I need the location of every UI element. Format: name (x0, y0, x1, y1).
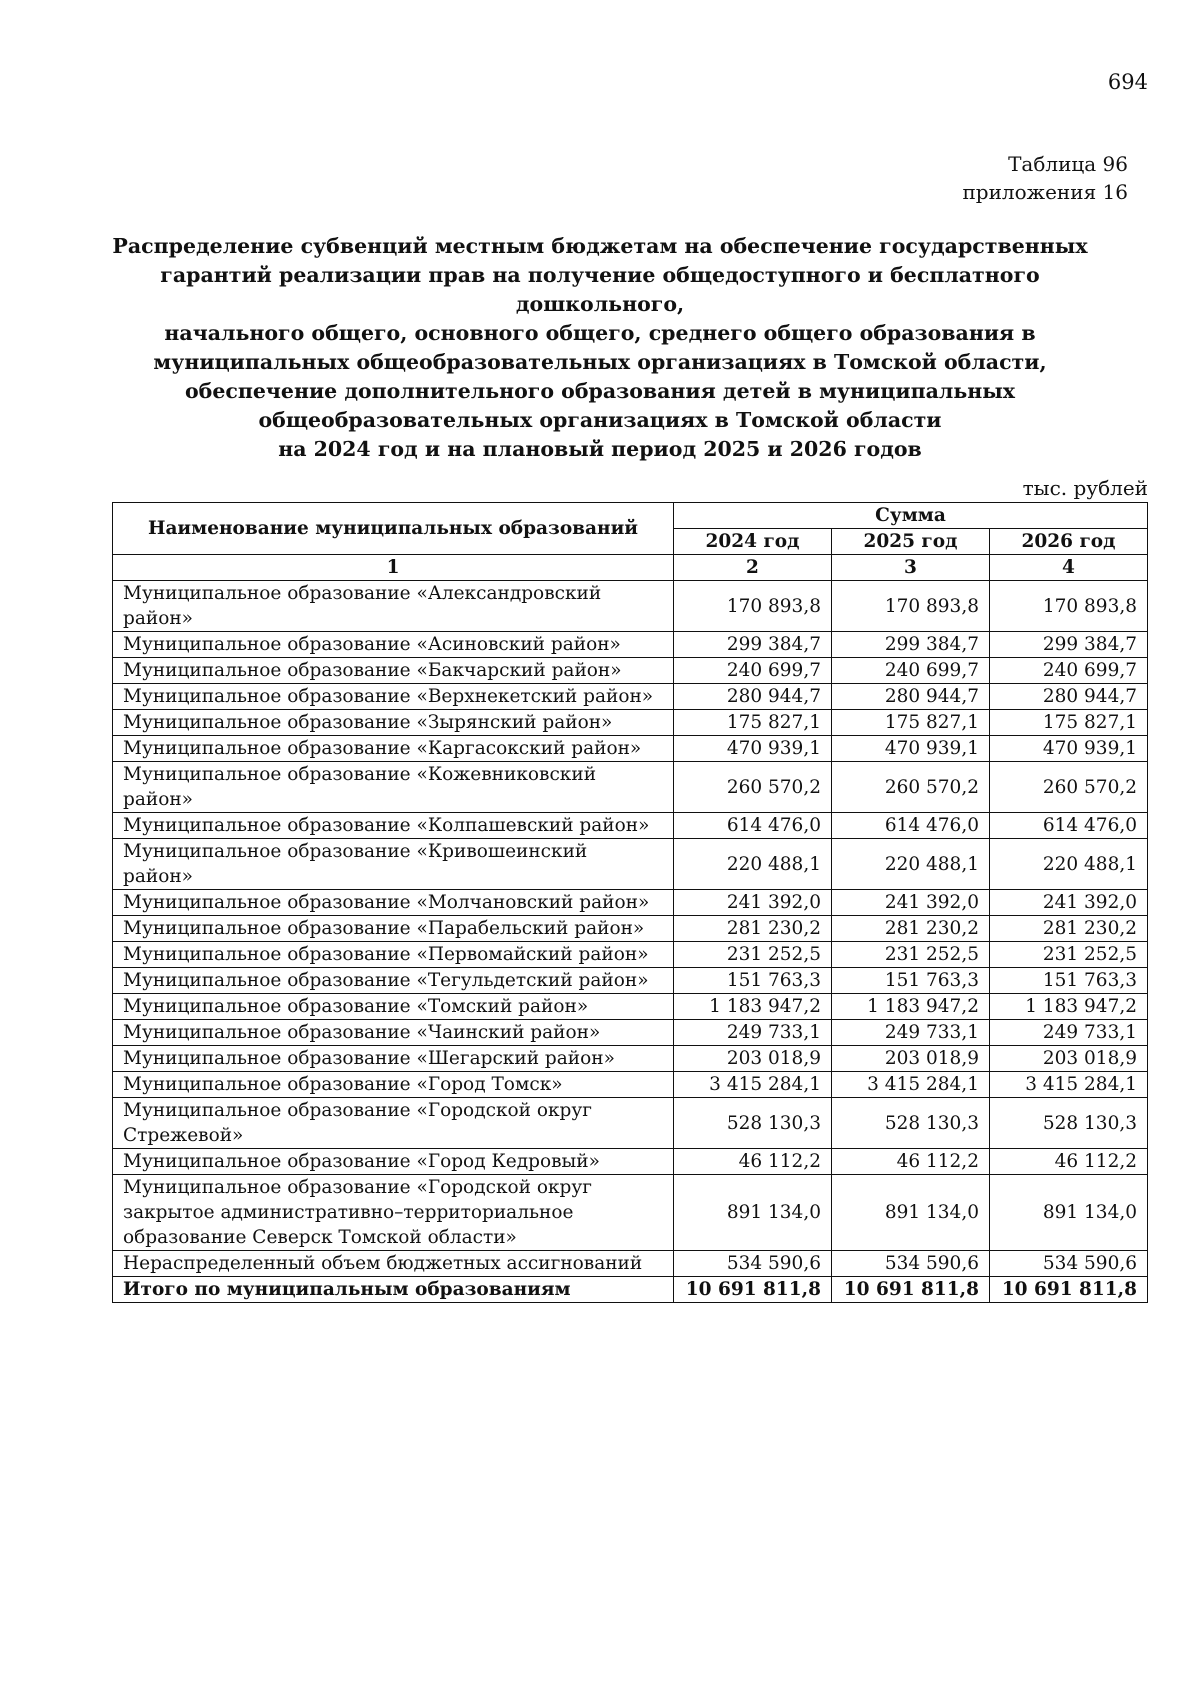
value-2025: 614 476,0 (831, 813, 989, 839)
municipality-name: Муниципальное образование «Зырянский район» (113, 710, 674, 736)
municipality-name: Муниципальное образование «Кожевниковский район» (113, 762, 674, 813)
value-2024: 240 699,7 (674, 658, 832, 684)
allocation-table (112, 502, 1148, 1303)
table-row (113, 658, 1148, 684)
value-2026: 1 183 947,2 (989, 994, 1147, 1020)
municipality-name: Муниципальное образование «Кривошеинский район» (113, 839, 674, 890)
value-2025: 891 134,0 (831, 1175, 989, 1251)
value-2025: 3 415 284,1 (831, 1072, 989, 1098)
value-2024: 241 392,0 (674, 890, 832, 916)
value-2025: 241 392,0 (831, 890, 989, 916)
value-2025: 470 939,1 (831, 736, 989, 762)
title-line: гарантий реализации прав на получение общедоступного и бесплатного дошкольного, (160, 263, 1040, 316)
header-year-2026: 2026 год (989, 529, 1147, 555)
value-2025: 528 130,3 (831, 1098, 989, 1149)
municipality-name: Нераспределенный объем бюджетных ассигнований (113, 1251, 674, 1277)
value-2025: 240 699,7 (831, 658, 989, 684)
value-2026: 528 130,3 (989, 1098, 1147, 1149)
value-2025: 175 827,1 (831, 710, 989, 736)
column-number: 3 (831, 555, 989, 581)
table-row (113, 762, 1148, 813)
value-2024: 281 230,2 (674, 916, 832, 942)
value-2024: 528 130,3 (674, 1098, 832, 1149)
municipality-name: Муниципальное образование «Городской округ Стрежевой» (113, 1098, 674, 1149)
column-number: 4 (989, 555, 1147, 581)
value-2026: 470 939,1 (989, 736, 1147, 762)
table-reference-line1: Таблица 96 (1008, 152, 1128, 176)
municipality-name: Муниципальное образование «Томский район» (113, 994, 674, 1020)
value-2025: 203 018,9 (831, 1046, 989, 1072)
value-2025: 231 252,5 (831, 942, 989, 968)
value-2026: 260 570,2 (989, 762, 1147, 813)
title-line: общеобразовательных организациях в Томской области (258, 408, 942, 432)
table-row (113, 1251, 1148, 1277)
value-2025: 151 763,3 (831, 968, 989, 994)
table-row (113, 839, 1148, 890)
value-2026: 614 476,0 (989, 813, 1147, 839)
title-line: на 2024 год и на плановый период 2025 и 2026 годов (278, 437, 922, 461)
municipality-name: Муниципальное образование «Каргасокский район» (113, 736, 674, 762)
table-row (113, 1175, 1148, 1251)
table-row (113, 684, 1148, 710)
column-number: 2 (674, 555, 832, 581)
table-row (113, 813, 1148, 839)
value-2026: 231 252,5 (989, 942, 1147, 968)
table-row (113, 1072, 1148, 1098)
municipality-name: Муниципальное образование «Молчановский район» (113, 890, 674, 916)
value-2025: 281 230,2 (831, 916, 989, 942)
table-row (113, 710, 1148, 736)
value-2026: 220 488,1 (989, 839, 1147, 890)
table-row (113, 890, 1148, 916)
value-2026: 240 699,7 (989, 658, 1147, 684)
municipality-name: Муниципальное образование «Первомайский район» (113, 942, 674, 968)
header-name: Наименование муниципальных образований (113, 503, 674, 555)
table-row (113, 942, 1148, 968)
value-2024: 220 488,1 (674, 839, 832, 890)
value-2024: 280 944,7 (674, 684, 832, 710)
page-number: 694 (1107, 70, 1148, 94)
table-row (113, 968, 1148, 994)
table-row (113, 1046, 1148, 1072)
column-number: 1 (113, 555, 674, 581)
total-row (113, 1277, 1148, 1303)
value-2026: 891 134,0 (989, 1175, 1147, 1251)
total-2025: 10 691 811,8 (831, 1277, 989, 1303)
header-year-2024: 2024 год (674, 529, 832, 555)
value-2024: 175 827,1 (674, 710, 832, 736)
value-2026: 46 112,2 (989, 1149, 1147, 1175)
value-2026: 534 590,6 (989, 1251, 1147, 1277)
table-row (113, 916, 1148, 942)
value-2026: 203 018,9 (989, 1046, 1147, 1072)
value-2024: 3 415 284,1 (674, 1072, 832, 1098)
value-2024: 203 018,9 (674, 1046, 832, 1072)
value-2026: 241 392,0 (989, 890, 1147, 916)
value-2024: 151 763,3 (674, 968, 832, 994)
value-2024: 231 252,5 (674, 942, 832, 968)
value-2024: 891 134,0 (674, 1175, 832, 1251)
header-sum: Сумма (674, 503, 1148, 529)
title-line: начального общего, основного общего, среднего общего образования в (164, 321, 1036, 345)
value-2026: 170 893,8 (989, 581, 1147, 632)
value-2026: 175 827,1 (989, 710, 1147, 736)
title-line: обеспечение дополнительного образования детей в муниципальных (184, 379, 1016, 403)
value-2026: 3 415 284,1 (989, 1072, 1147, 1098)
value-2026: 281 230,2 (989, 916, 1147, 942)
table-row (113, 1020, 1148, 1046)
municipality-name: Муниципальное образование «Верхнекетский район» (113, 684, 674, 710)
value-2026: 249 733,1 (989, 1020, 1147, 1046)
municipality-name: Муниципальное образование «Городской округ закрытое административно–территориальное образование Северск Томской области» (113, 1175, 674, 1251)
municipality-name: Муниципальное образование «Шегарский район» (113, 1046, 674, 1072)
municipality-name: Муниципальное образование «Бакчарский район» (113, 658, 674, 684)
unit-label: тыс. рублей (1022, 476, 1148, 500)
table-row (113, 632, 1148, 658)
title-line: Распределение субвенций местным бюджетам на обеспечение государственных (112, 234, 1088, 258)
table-row (113, 1098, 1148, 1149)
municipality-name: Муниципальное образование «Колпашевский район» (113, 813, 674, 839)
value-2025: 534 590,6 (831, 1251, 989, 1277)
value-2024: 260 570,2 (674, 762, 832, 813)
value-2026: 299 384,7 (989, 632, 1147, 658)
table-reference (962, 150, 1128, 206)
value-2025: 260 570,2 (831, 762, 989, 813)
total-2024: 10 691 811,8 (674, 1277, 832, 1303)
value-2025: 170 893,8 (831, 581, 989, 632)
header-year-2025: 2025 год (831, 529, 989, 555)
total-2026: 10 691 811,8 (989, 1277, 1147, 1303)
table-row (113, 581, 1148, 632)
municipality-name: Муниципальное образование «Чаинский район» (113, 1020, 674, 1046)
municipality-name: Муниципальное образование «Асиновский район» (113, 632, 674, 658)
table-row (113, 994, 1148, 1020)
table-row (113, 736, 1148, 762)
title-line: муниципальных общеобразовательных организациях в Томской области, (153, 350, 1047, 374)
value-2024: 534 590,6 (674, 1251, 832, 1277)
value-2024: 299 384,7 (674, 632, 832, 658)
value-2024: 470 939,1 (674, 736, 832, 762)
total-label: Итого по муниципальным образованиям (113, 1277, 674, 1303)
municipality-name: Муниципальное образование «Город Томск» (113, 1072, 674, 1098)
value-2024: 1 183 947,2 (674, 994, 832, 1020)
municipality-name: Муниципальное образование «Тегульдетский район» (113, 968, 674, 994)
value-2025: 280 944,7 (831, 684, 989, 710)
municipality-name: Муниципальное образование «Город Кедровый» (113, 1149, 674, 1175)
value-2025: 220 488,1 (831, 839, 989, 890)
value-2025: 299 384,7 (831, 632, 989, 658)
value-2024: 170 893,8 (674, 581, 832, 632)
municipality-name: Муниципальное образование «Парабельский район» (113, 916, 674, 942)
table-body (113, 581, 1148, 1303)
municipality-name: Муниципальное образование «Александровский район» (113, 581, 674, 632)
value-2025: 1 183 947,2 (831, 994, 989, 1020)
value-2024: 249 733,1 (674, 1020, 832, 1046)
document-title (100, 232, 1100, 464)
table-row (113, 1149, 1148, 1175)
value-2026: 280 944,7 (989, 684, 1147, 710)
value-2026: 151 763,3 (989, 968, 1147, 994)
table-reference-line2: приложения 16 (962, 180, 1128, 204)
value-2025: 46 112,2 (831, 1149, 989, 1175)
value-2024: 614 476,0 (674, 813, 832, 839)
value-2024: 46 112,2 (674, 1149, 832, 1175)
value-2025: 249 733,1 (831, 1020, 989, 1046)
